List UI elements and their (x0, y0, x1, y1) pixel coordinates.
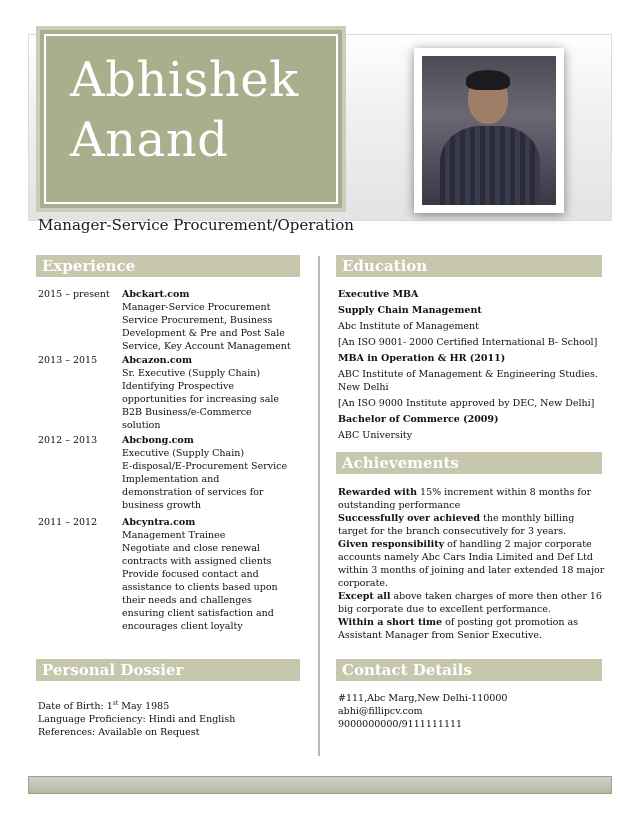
institute-note: [An ISO 9000 Institute approved by DEC, New Delhi] (338, 398, 595, 409)
institute-name: Abc Institute of Management (338, 321, 479, 332)
experience-header: Experience (36, 255, 300, 277)
achievement-item: Successfully over achieved the monthly billing target for the branch consecutively for 3 years. (338, 513, 575, 537)
achievements-list (338, 486, 606, 642)
degree-title: MBA in Operation & HR (2011) (338, 353, 506, 364)
name-box (36, 26, 346, 212)
candidate-name: Abhishek Anand (70, 52, 299, 168)
achievement-item: Given responsibility of handling 2 major corporate accounts namely Abc Cars India Limited and Def Ltd within 3 months of joining and later extended 18 major corporate. (338, 539, 605, 589)
profile-photo (414, 48, 564, 213)
degree-title: Bachelor of Commerce (2009) (338, 414, 499, 425)
achievements-header: Achievements (336, 452, 602, 474)
institute-note: [An ISO 9001- 2000 Certified International B- School] (338, 337, 598, 348)
degree-title: Executive MBA (338, 289, 419, 300)
personal-details (38, 697, 308, 739)
education-header: Education (336, 255, 602, 277)
degree-specialization: Supply Chain Management (338, 305, 482, 316)
achievement-item: Within a short time of posting got promotion as Assistant Manager from Senior Executive. (338, 617, 579, 641)
achievement-item: Rewarded with 15% increment within 8 months for outstanding performance (338, 487, 592, 511)
contact-info (338, 692, 608, 731)
job-title: Manager-Service Procurement/Operation (38, 216, 354, 234)
email[interactable]: abhi@fillipcv.com (338, 706, 423, 717)
personal-dossier-header: Personal Dossier (36, 659, 300, 681)
column-divider (318, 256, 320, 756)
references: References: Available on Request (38, 727, 200, 739)
education-list (338, 288, 608, 445)
phone: 9000000000/9111111111 (338, 719, 463, 730)
language-proficiency: Language Proficiency: Hindi and English (38, 714, 236, 726)
institute-name: ABC Institute of Management & Engineering Studies. New Delhi (338, 369, 598, 393)
contact-details-header: Contact Details (336, 659, 602, 681)
achievement-item: Except all above taken charges of more then other 16 big corporate due to excellent performance. (338, 591, 602, 615)
institute-name: ABC University (338, 430, 413, 441)
address: #111,Abc Marg,New Delhi-110000 (338, 693, 508, 704)
footer-bar (28, 776, 612, 794)
date-of-birth: Date of Birth: 1st May 1985 (38, 700, 170, 713)
